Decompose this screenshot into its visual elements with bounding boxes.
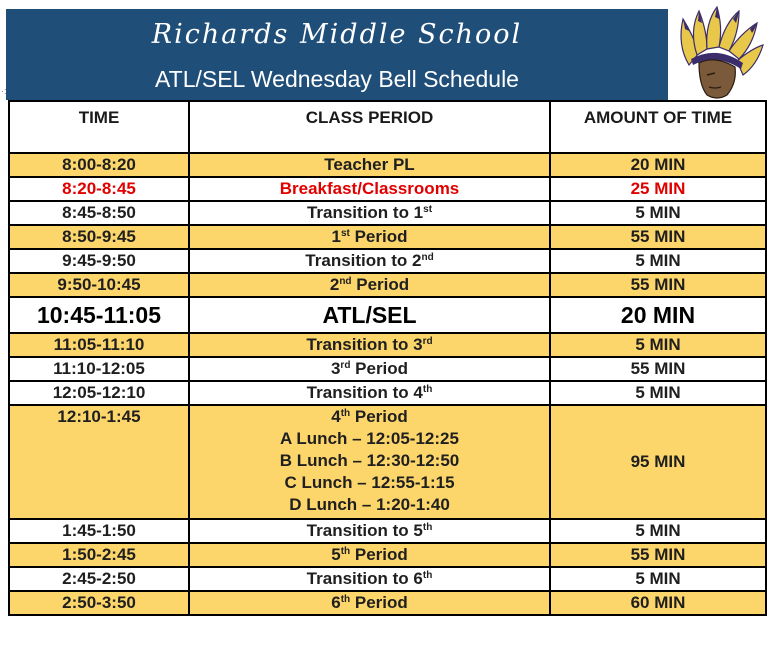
amount-cell: 5 MIN — [550, 381, 766, 405]
time-cell: 1:50-2:45 — [9, 543, 189, 567]
period-cell: Teacher PL — [189, 153, 550, 177]
time-cell: 11:05-11:10 — [9, 333, 189, 357]
table-row — [9, 153, 766, 177]
table-row-highlight — [9, 297, 766, 333]
amount-cell: 5 MIN — [550, 333, 766, 357]
period-cell: 3rd Period — [189, 357, 550, 381]
amount-cell: 55 MIN — [550, 543, 766, 567]
table-header-row — [9, 101, 766, 153]
period-cell: Transition to 5th — [189, 519, 550, 543]
table-row — [9, 357, 766, 381]
lunch-b: B Lunch – 12:30-12:50 — [279, 451, 460, 470]
period-cell: ATL/SEL — [189, 297, 550, 333]
corner-mark: ·: — [1, 86, 7, 96]
lunch-a: A Lunch – 12:05-12:25 — [280, 429, 459, 448]
table-row — [9, 381, 766, 405]
table-row — [9, 225, 766, 249]
schedule-title: ATL/SEL Wednesday Bell Schedule — [155, 66, 519, 92]
amount-cell: 55 MIN — [550, 225, 766, 249]
time-cell: 10:45-11:05 — [9, 297, 189, 333]
time-cell: 2:45-2:50 — [9, 567, 189, 591]
time-cell: 8:00-8:20 — [9, 153, 189, 177]
amount-cell: 5 MIN — [550, 567, 766, 591]
school-name: Richards Middle School — [151, 19, 523, 50]
amount-cell: 55 MIN — [550, 357, 766, 381]
amount-cell: 5 MIN — [550, 201, 766, 225]
table-row — [9, 333, 766, 357]
period-cell: Transition to 6th — [189, 567, 550, 591]
table-row — [9, 201, 766, 225]
table-row — [9, 177, 766, 201]
amount-cell: 55 MIN — [550, 273, 766, 297]
amount-cell: 25 MIN — [550, 177, 766, 201]
period-cell: 5th Period — [189, 543, 550, 567]
bell-schedule-table — [8, 100, 767, 616]
amount-cell: 20 MIN — [550, 297, 766, 333]
period-cell: 4th Period A Lunch – 12:05-12:25 B Lunch – 12:30-12:50 C Lunch – 12:55-1:15 D Lunch – 1:20-1:40 — [189, 405, 550, 519]
period-cell: 6th Period — [189, 591, 550, 615]
time-cell: 9:45-9:50 — [9, 249, 189, 273]
time-cell: 8:20-8:45 — [9, 177, 189, 201]
period-cell: Transition to 3rd — [189, 333, 550, 357]
lunch-d: D Lunch – 1:20-1:40 — [289, 495, 450, 514]
time-cell: 1:45-1:50 — [9, 519, 189, 543]
period-cell: Transition to 4th — [189, 381, 550, 405]
period-cell: Breakfast/Classrooms — [189, 177, 550, 201]
column-header-class-period: CLASS PERIOD — [189, 101, 550, 153]
time-cell: 8:45-8:50 — [9, 201, 189, 225]
time-cell: 11:10-12:05 — [9, 357, 189, 381]
amount-cell: 5 MIN — [550, 519, 766, 543]
amount-cell: 95 MIN — [550, 405, 766, 519]
time-cell: 12:05-12:10 — [9, 381, 189, 405]
chief-headdress-logo-icon — [669, 5, 765, 101]
time-cell: 8:50-9:45 — [9, 225, 189, 249]
table-row — [9, 591, 766, 615]
column-header-amount: AMOUNT OF TIME — [550, 101, 766, 153]
period-cell: Transition to 2nd — [189, 249, 550, 273]
table-row — [9, 249, 766, 273]
page-header — [6, 9, 668, 100]
table-row — [9, 273, 766, 297]
amount-cell: 5 MIN — [550, 249, 766, 273]
period-cell: Transition to 1st — [189, 201, 550, 225]
amount-cell: 60 MIN — [550, 591, 766, 615]
time-cell: 12:10-1:45 — [9, 405, 189, 519]
time-cell: 9:50-10:45 — [9, 273, 189, 297]
time-cell: 2:50-3:50 — [9, 591, 189, 615]
column-header-time: TIME — [9, 101, 189, 153]
period-cell: 2nd Period — [189, 273, 550, 297]
lunch-c: C Lunch – 12:55-1:15 — [284, 473, 455, 492]
period-cell: 1st Period — [189, 225, 550, 249]
amount-cell: 20 MIN — [550, 153, 766, 177]
table-row — [9, 519, 766, 543]
table-row — [9, 567, 766, 591]
table-row-lunch — [9, 405, 766, 519]
table-row — [9, 543, 766, 567]
